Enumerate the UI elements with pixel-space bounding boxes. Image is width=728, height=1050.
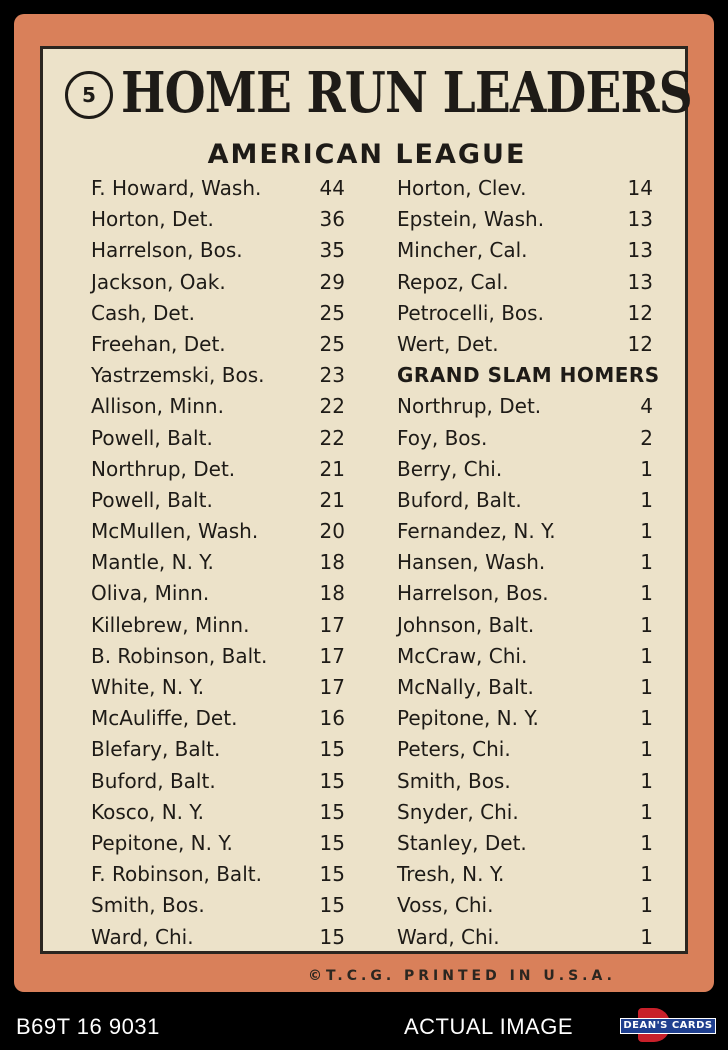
player-name: Cash, Det. — [91, 300, 195, 325]
player-name: McAuliffe, Det. — [91, 706, 238, 731]
table-row — [43, 454, 691, 485]
player-name: White, N. Y. — [91, 675, 205, 699]
home-run-count: 15 — [319, 768, 345, 793]
logo-text: DEAN'S CARDS — [620, 1018, 716, 1034]
table-row — [43, 890, 691, 921]
grand-slam-count: 1 — [640, 675, 653, 699]
table-row — [43, 734, 691, 765]
table-row — [43, 235, 691, 266]
player-name: Buford, Balt. — [397, 487, 522, 512]
player-name: Northrup, Det. — [397, 394, 542, 419]
grand-slam-count: 1 — [640, 643, 653, 668]
baseball-card — [14, 14, 714, 992]
player-name: Mincher, Cal. — [397, 238, 528, 263]
player-name: Stanley, Det. — [397, 830, 527, 855]
grand-slam-count: 1 — [640, 893, 653, 918]
home-run-count: 25 — [319, 300, 345, 325]
home-run-count: 36 — [319, 207, 345, 232]
table-row — [43, 828, 691, 859]
table-row — [43, 267, 691, 298]
player-name: Allison, Minn. — [91, 394, 224, 419]
home-run-count: 23 — [319, 363, 345, 388]
home-run-count: 21 — [319, 487, 345, 512]
player-name: Wert, Det. — [397, 331, 499, 356]
player-name: Repoz, Cal. — [397, 269, 509, 294]
home-run-count: 13 — [627, 207, 653, 232]
table-row — [43, 360, 691, 391]
player-name: McMullen, Wash. — [91, 519, 259, 544]
home-run-count: 15 — [319, 799, 345, 824]
card-back-panel — [40, 46, 692, 954]
grand-slam-count: 1 — [640, 768, 653, 793]
home-run-count: 44 — [319, 176, 345, 200]
grand-slam-count: 1 — [640, 924, 653, 949]
player-name: Smith, Bos. — [91, 893, 205, 918]
table-row — [43, 329, 691, 360]
table-row — [43, 797, 691, 828]
home-run-count: 29 — [319, 269, 345, 294]
table-row — [43, 703, 691, 734]
grand-slam-count: 1 — [640, 830, 653, 855]
table-row — [43, 391, 691, 422]
table-row — [43, 173, 691, 204]
home-run-count: 22 — [319, 425, 345, 450]
player-name: Snyder, Chi. — [397, 799, 519, 824]
grand-slam-count: 4 — [640, 394, 653, 419]
player-name: Freehan, Det. — [91, 331, 226, 356]
player-name: Oliva, Minn. — [91, 581, 210, 606]
table-row — [43, 922, 691, 953]
player-name: Pepitone, N. Y. — [397, 706, 539, 731]
player-name: Foy, Bos. — [397, 425, 488, 450]
player-name: Johnson, Balt. — [397, 612, 535, 637]
home-run-count: 18 — [319, 581, 345, 606]
grand-slam-count: 1 — [640, 612, 653, 637]
player-name: Smith, Bos. — [397, 768, 511, 793]
player-name: Peters, Chi. — [397, 737, 511, 762]
home-run-count: 16 — [319, 706, 345, 731]
leaders-table — [43, 173, 691, 953]
player-name: Voss, Chi. — [397, 893, 494, 918]
player-name: Jackson, Oak. — [91, 269, 226, 294]
home-run-count: 15 — [319, 924, 345, 949]
player-name: McCraw, Chi. — [397, 643, 528, 668]
player-name: Horton, Det. — [91, 207, 214, 232]
table-row — [43, 516, 691, 547]
table-row — [43, 610, 691, 641]
player-name: Kosco, N. Y. — [91, 799, 204, 824]
deans-cards-logo — [620, 1008, 716, 1042]
player-name: Northrup, Det. — [91, 456, 236, 481]
home-run-count: 13 — [627, 269, 653, 294]
player-name: McNally, Balt. — [397, 675, 534, 699]
grand-slam-count: 1 — [640, 550, 653, 575]
home-run-count: 17 — [319, 643, 345, 668]
player-name: Yastrzemski, Bos. — [91, 363, 265, 388]
home-run-count: 18 — [319, 550, 345, 575]
table-row — [43, 641, 691, 672]
player-name: Ward, Chi. — [397, 924, 500, 949]
caption-bar — [0, 1000, 728, 1050]
grand-slam-count: 1 — [640, 519, 653, 544]
table-row — [43, 298, 691, 329]
home-run-count: 21 — [319, 456, 345, 481]
grand-slam-count: 1 — [640, 862, 653, 887]
table-row — [43, 485, 691, 516]
player-name: Berry, Chi. — [397, 456, 503, 481]
table-row — [43, 204, 691, 235]
table-row — [43, 859, 691, 890]
player-name: Harrelson, Bos. — [91, 238, 243, 263]
player-name: Epstein, Wash. — [397, 207, 545, 232]
home-run-count: 15 — [319, 862, 345, 887]
grand-slam-count: 1 — [640, 581, 653, 606]
home-run-count: 17 — [319, 675, 345, 699]
player-name: Tresh, N. Y. — [397, 862, 505, 887]
grand-slam-heading: GRAND SLAM HOMERS — [397, 363, 660, 388]
home-run-count: 12 — [627, 331, 653, 356]
home-run-count: 13 — [627, 238, 653, 263]
grand-slam-count: 2 — [640, 425, 653, 450]
player-name: Petrocelli, Bos. — [397, 300, 544, 325]
player-name: B. Robinson, Balt. — [91, 643, 268, 668]
player-name: F. Howard, Wash. — [91, 176, 262, 200]
home-run-count: 35 — [319, 238, 345, 263]
table-row — [43, 423, 691, 454]
table-row — [43, 766, 691, 797]
home-run-count: 15 — [319, 893, 345, 918]
grand-slam-count: 1 — [640, 737, 653, 762]
player-name: Fernandez, N. Y. — [397, 519, 556, 544]
copyright-footer: ©T.C.G. PRINTED IN U.S.A. — [308, 968, 616, 984]
card-title: HOME RUN LEADERS — [121, 60, 692, 126]
player-name: Mantle, N. Y. — [91, 550, 214, 575]
home-run-count: 12 — [627, 300, 653, 325]
home-run-count: 17 — [319, 612, 345, 637]
player-name: Blefary, Balt. — [91, 737, 221, 762]
player-name: Powell, Balt. — [91, 487, 213, 512]
player-name: Killebrew, Minn. — [91, 612, 250, 637]
player-name: F. Robinson, Balt. — [91, 862, 262, 887]
home-run-count: 22 — [319, 394, 345, 419]
player-name: Pepitone, N. Y. — [91, 830, 233, 855]
card-number-badge: 5 — [65, 71, 113, 119]
grand-slam-count: 1 — [640, 799, 653, 824]
table-row — [43, 578, 691, 609]
player-name: Buford, Balt. — [91, 768, 216, 793]
player-name: Horton, Clev. — [397, 176, 527, 200]
table-row — [43, 547, 691, 578]
cert-id: B69T 16 9031 — [16, 1014, 160, 1039]
home-run-count: 20 — [319, 519, 345, 544]
home-run-count: 15 — [319, 830, 345, 855]
player-name: Powell, Balt. — [91, 425, 213, 450]
grand-slam-count: 1 — [640, 487, 653, 512]
grand-slam-count: 1 — [640, 706, 653, 731]
table-row — [43, 672, 691, 703]
home-run-count: 14 — [627, 176, 653, 200]
player-name: Ward, Chi. — [91, 924, 194, 949]
grand-slam-count: 1 — [640, 456, 653, 481]
home-run-count: 25 — [319, 331, 345, 356]
league-subtitle: AMERICAN LEAGUE — [207, 139, 527, 170]
actual-image-label: ACTUAL IMAGE — [404, 1014, 573, 1039]
player-name: Hansen, Wash. — [397, 550, 546, 575]
player-name: Harrelson, Bos. — [397, 581, 549, 606]
home-run-count: 15 — [319, 737, 345, 762]
